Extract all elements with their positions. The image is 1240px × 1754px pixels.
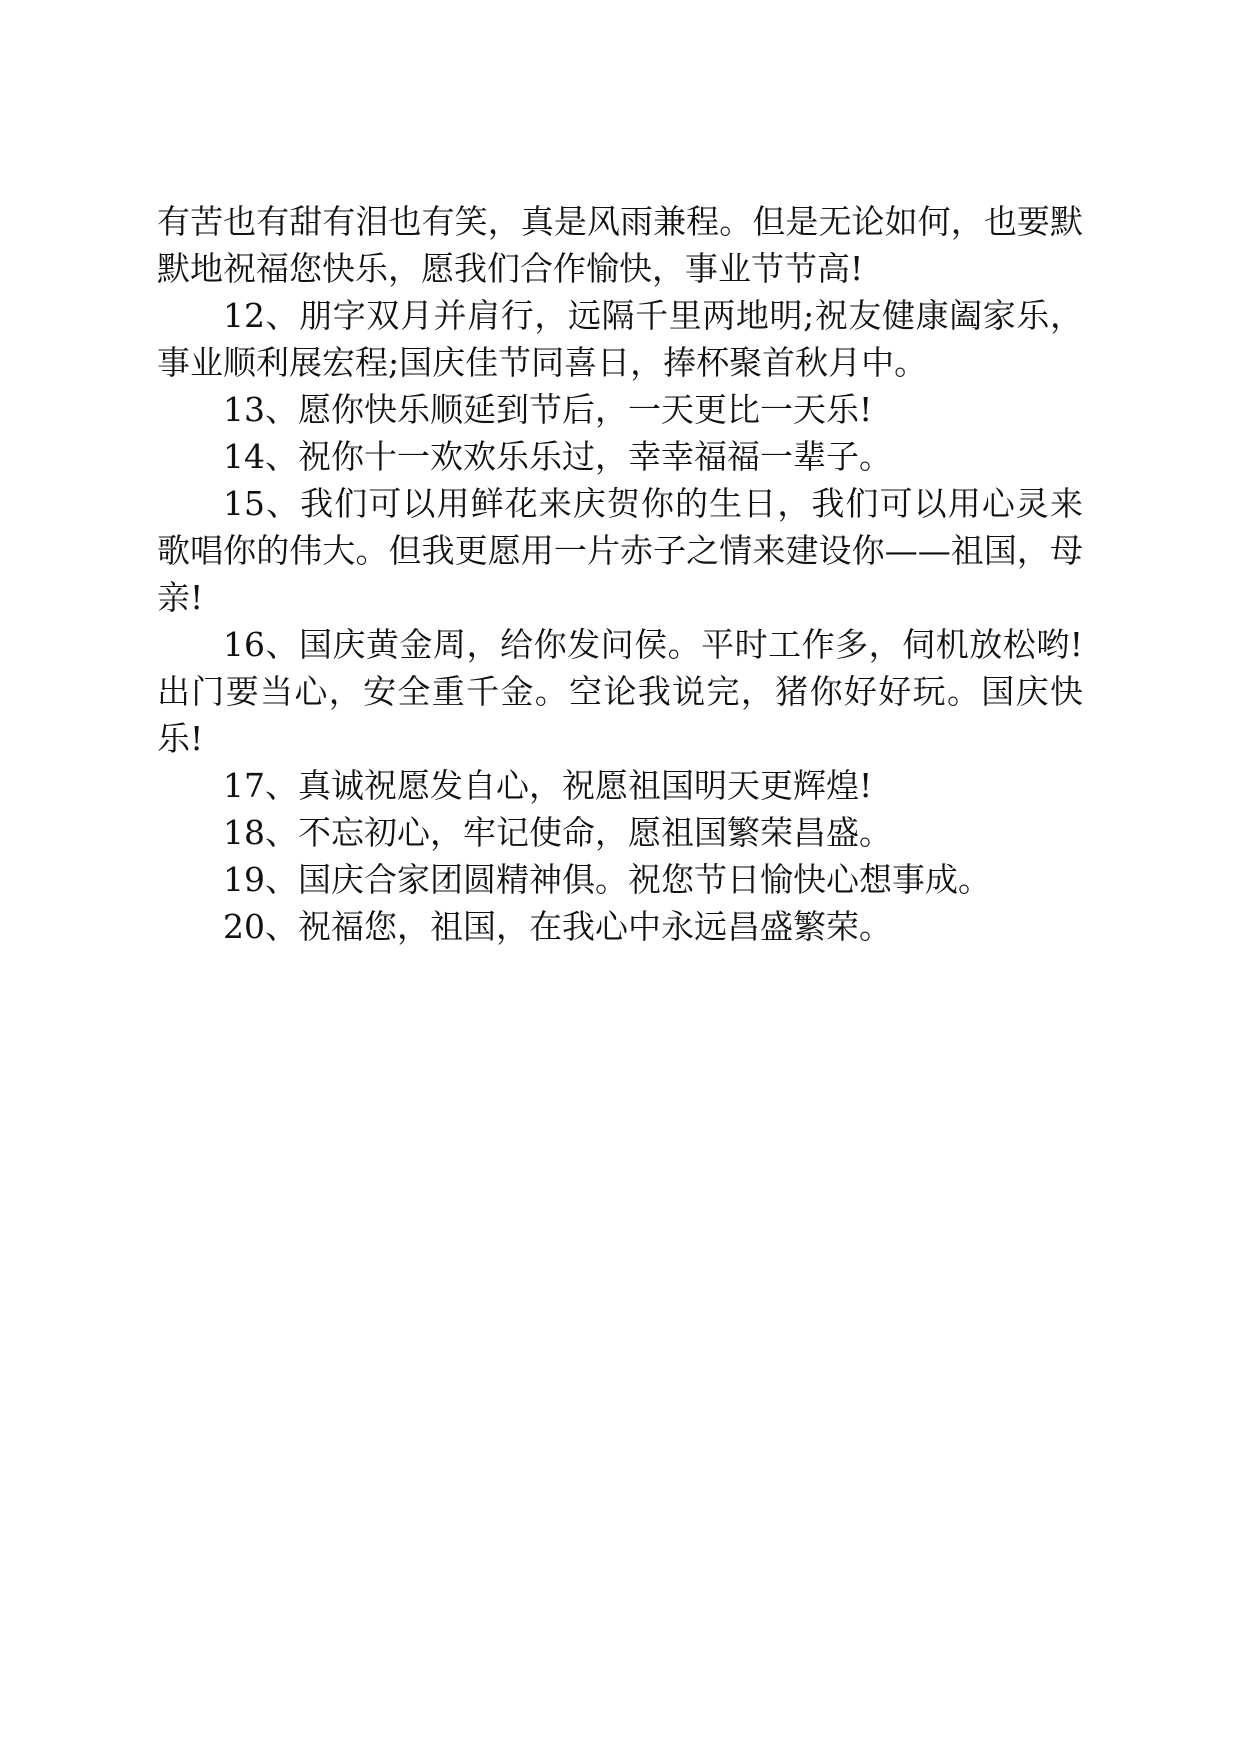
paragraph-item-13: 13、愿你快乐顺延到节后，一天更比一天乐! <box>223 390 873 429</box>
paragraph-item-19: 19、国庆合家团圆精神俱。祝您节日愉快心想事成。 <box>223 860 991 899</box>
paragraph-continuation: 有苦也有甜有泪也有笑，真是风雨兼程。但是无论如何，也要默默地祝福您快乐，愿我们合作愉快，事业节节高! <box>157 202 1083 288</box>
document-body <box>157 198 1083 950</box>
paragraph-item-14: 14、祝你十一欢欢乐乐过，幸幸福福一辈子。 <box>223 437 892 476</box>
paragraph-item-12: 12、朋字双月并肩行，远隔千里两地明;祝友健康阖家乐，事业顺利展宏程;国庆佳节同喜日，捧杯聚首秋月中。 <box>157 296 1083 382</box>
paragraph-item-17: 17、真诚祝愿发自心，祝愿祖国明天更辉煌! <box>223 766 873 805</box>
paragraph-item-15: 15、我们可以用鲜花来庆贺你的生日，我们可以用心灵来歌唱你的伟大。但我更愿用一片赤子之情来建设你——祖国，母亲! <box>157 484 1083 617</box>
paragraph-item-16: 16、国庆黄金周，给你发问侯。平时工作多，伺机放松哟!出门要当心，安全重千金。空论我说完，猪你好好玩。国庆快乐! <box>157 625 1083 758</box>
paragraph-item-18: 18、不忘初心，牢记使命，愿祖国繁荣昌盛。 <box>223 813 892 852</box>
paragraph-item-20: 20、祝福您，祖国，在我心中永远昌盛繁荣。 <box>223 907 892 946</box>
